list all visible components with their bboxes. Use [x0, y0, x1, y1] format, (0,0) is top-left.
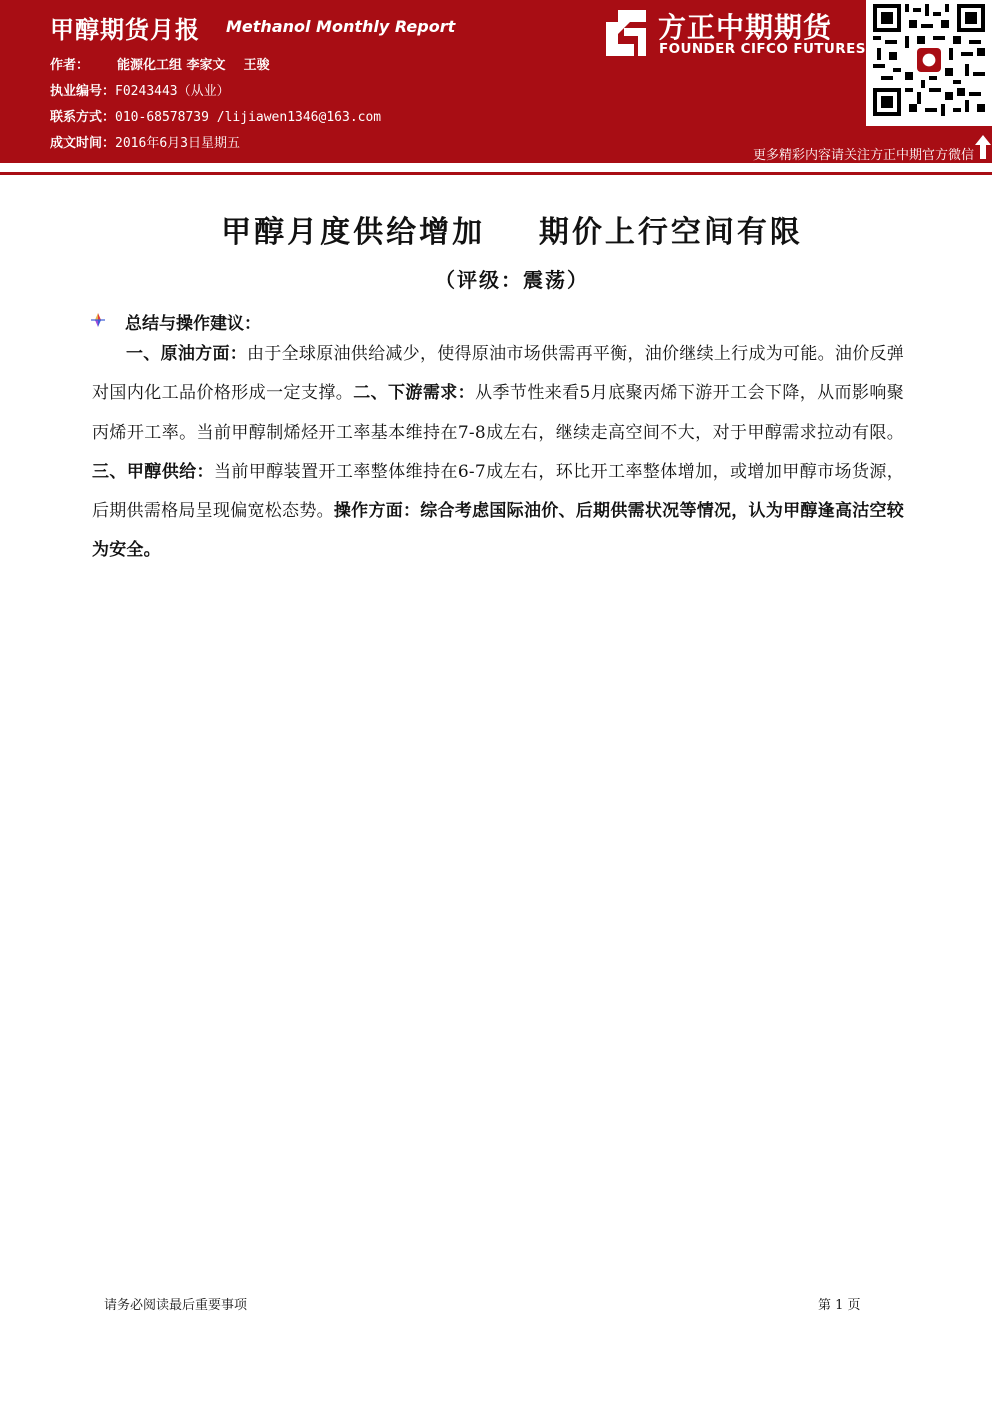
methanol-supply-label: 三、甲醇供给： — [92, 461, 214, 482]
article-title: 甲醇月度供给增加 期价上行空间有限 — [221, 215, 803, 250]
crude-oil-text: 由于全球原油供给减少，使得原油市场供需再平衡，油价继续上行成为可能。油价反弹对国内化工品价格形成一定支撑。 — [92, 344, 904, 404]
report-header — [0, 0, 992, 163]
license-value: F0243443（从业） — [115, 84, 230, 99]
contact-value[interactable]: 010-68578739 /lijiawen1346@163.com — [115, 110, 382, 125]
downstream-demand-text: 从季节性来看5月底聚丙烯下游开工会下降，从而影响聚丙烯开工率。当前甲醇制烯烃开工率基本维持在7-8成左右，继续走高空间不大，对于甲醇需求拉动有限。 — [92, 383, 904, 443]
author-value: 能源化工组 李家文 王骏 — [117, 58, 270, 73]
contact-line — [50, 106, 381, 125]
contact-label: 联系方式： — [50, 110, 116, 125]
date-value: 2016年6月3日星期五 — [115, 136, 240, 151]
report-title-cn: 甲醇期货月报 — [50, 16, 200, 44]
up-arrow-icon — [974, 134, 992, 160]
founder-logo-icon — [604, 8, 648, 58]
qr-code-icon — [873, 4, 985, 116]
methanol-supply-text: 当前甲醇装置开工率整体维持在6-7成左右，环比开工率整体增加，或增加甲醇市场货源，后期供需格局呈现偏宽松态势。 — [92, 461, 905, 522]
company-logo — [604, 5, 866, 65]
qr-code[interactable] — [866, 0, 992, 126]
date-label: 成文时间： — [50, 136, 116, 151]
license-label: 执业编号： — [50, 84, 116, 99]
summary-paragraph — [92, 335, 904, 571]
footer-notice: 请务必阅读最后重要事项 — [104, 1298, 248, 1313]
operation-label: 操作方面： — [333, 501, 421, 522]
header-divider-rule — [0, 172, 992, 175]
license-line — [50, 80, 230, 99]
date-line — [50, 132, 240, 151]
crude-oil-label: 一、原油方面： — [126, 344, 248, 364]
logo-text-cn: 方正中期期货 — [658, 11, 833, 44]
bullet-diamond-icon — [90, 312, 106, 328]
report-title-en: Methanol Monthly Report — [226, 17, 456, 36]
page-number: 第 1 页 — [818, 1298, 861, 1313]
article-rating: （评级：震荡） — [435, 268, 589, 292]
logo-text-en: FOUNDER CIFCO FUTURES — [659, 41, 866, 57]
summary-heading: 总结与操作建议： — [125, 314, 261, 334]
header-divider-gap — [0, 163, 992, 172]
follow-wechat-text: 更多精彩内容请关注方正中期官方微信 — [752, 148, 974, 163]
downstream-demand-label: 二、下游需求： — [353, 383, 476, 404]
operation-text: 综合考虑国际油价、后期供需状况等情况，认为甲醇逢高沽空较为安全。 — [92, 501, 904, 561]
author-label: 作者： — [50, 58, 90, 73]
author-line — [50, 54, 270, 73]
